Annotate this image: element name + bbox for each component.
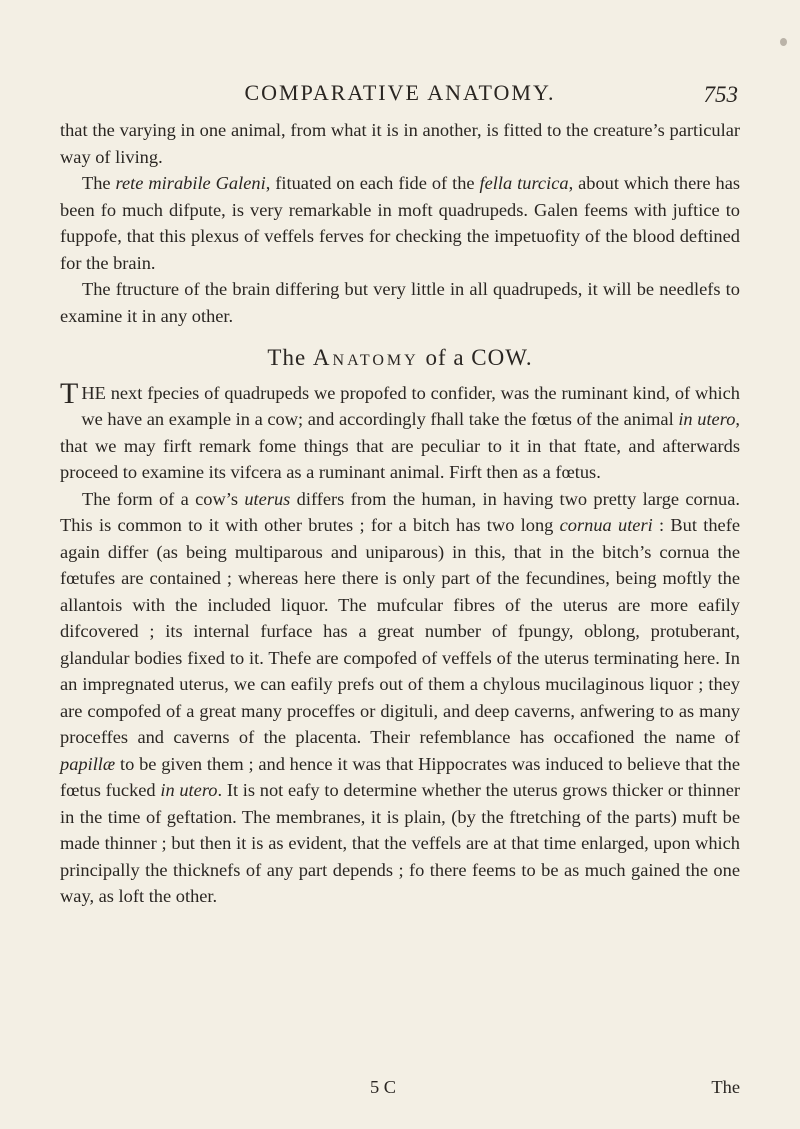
latin-term: fella turcica xyxy=(479,173,569,193)
drop-cap: T xyxy=(60,376,79,410)
latin-term: in utero xyxy=(678,409,736,429)
paragraph: The form of a cow’s uterus differs from the human, in having two pretty large cornua. This is common to it with other brutes ; for a bitch has two long cornua uteri : But thefe again differ (as being multiparous and uniparous) in this, that in the bitch’s cornua the fœtufes are contained ; whereas here there is only part of the fecundines, being moftly the allantois with the included liquor. The mufcular fibres of the uterus are more eafily difcovered ; its internal furface has a great number of fpungy, oblong, protuberant, glandular bodies fixed to it. Thefe are compofed of veffels of the uterus terminating here. In an impregnated uterus, we can eafily prefs out of them a chylous mucilaginous liquor ; they are compofed of a great many proceffes or digituli, and deep caverns, anfwering to as many proceffes and caverns of the placenta. Their refemblance has occafioned the name of papillæ to be given them ; and hence it was that Hippocrates was induced to believe that the fœtus fucked in utero. It is not eafy to determine whether the uterus grows thicker or thinner in the time of geftation. The membranes, it is plain, (by the ftretching of the parts) muft be made thinner ; but then it is as evident, that the veffels are at that time enlarged, upon which principally the thicknefs of any part depends ; fo there feems to be as much gained the one way, as loft the other. xyxy=(60,488,741,906)
latin-term: in utero xyxy=(160,780,218,800)
latin-term: rete mirabile Galeni xyxy=(115,173,266,193)
body-text xyxy=(60,117,740,910)
paragraph: that the varying in one animal, from what it is in another, is fitted to the creature’s particular way of living. xyxy=(60,120,740,167)
latin-term: papillæ xyxy=(60,753,116,774)
section-heading: The Anatomy of a COW. xyxy=(267,345,533,370)
catchword: The xyxy=(711,1077,740,1097)
paragraph: The rete mirabile Galeni, fituated on each fide of the fella turcica, about which there has been fo much difpute, is very remarkable in moft quadrupeds. Galen feems with juftice to fuppofe, that this plexus of veffels ferves for checking the impetuofity of the blood deftined for the brain. xyxy=(60,173,741,273)
latin-term: uterus xyxy=(244,488,291,509)
paragraph: THE next fpecies of quadrupeds we propofed to confider, was the ruminant kind, of which we have an example in a cow; and accordingly fhall take the fœtus of the animal in utero, that we may firft remark fome things that are peculiar to it in that ftate, and afterwards proceed to examine its vifcera as a ruminant animal. Firft then as a fœtus. xyxy=(60,376,740,482)
paragraph: The ftructure of the brain differing but very little in all quadrupeds, it will be needlefs to examine it in any other. xyxy=(60,279,740,326)
page-number: 753 xyxy=(703,82,738,107)
signature-mark: 5 C xyxy=(370,1077,397,1097)
latin-term: cornua uteri xyxy=(559,515,653,535)
running-head: COMPARATIVE ANATOMY. xyxy=(244,80,556,105)
ink-spot xyxy=(780,38,787,46)
